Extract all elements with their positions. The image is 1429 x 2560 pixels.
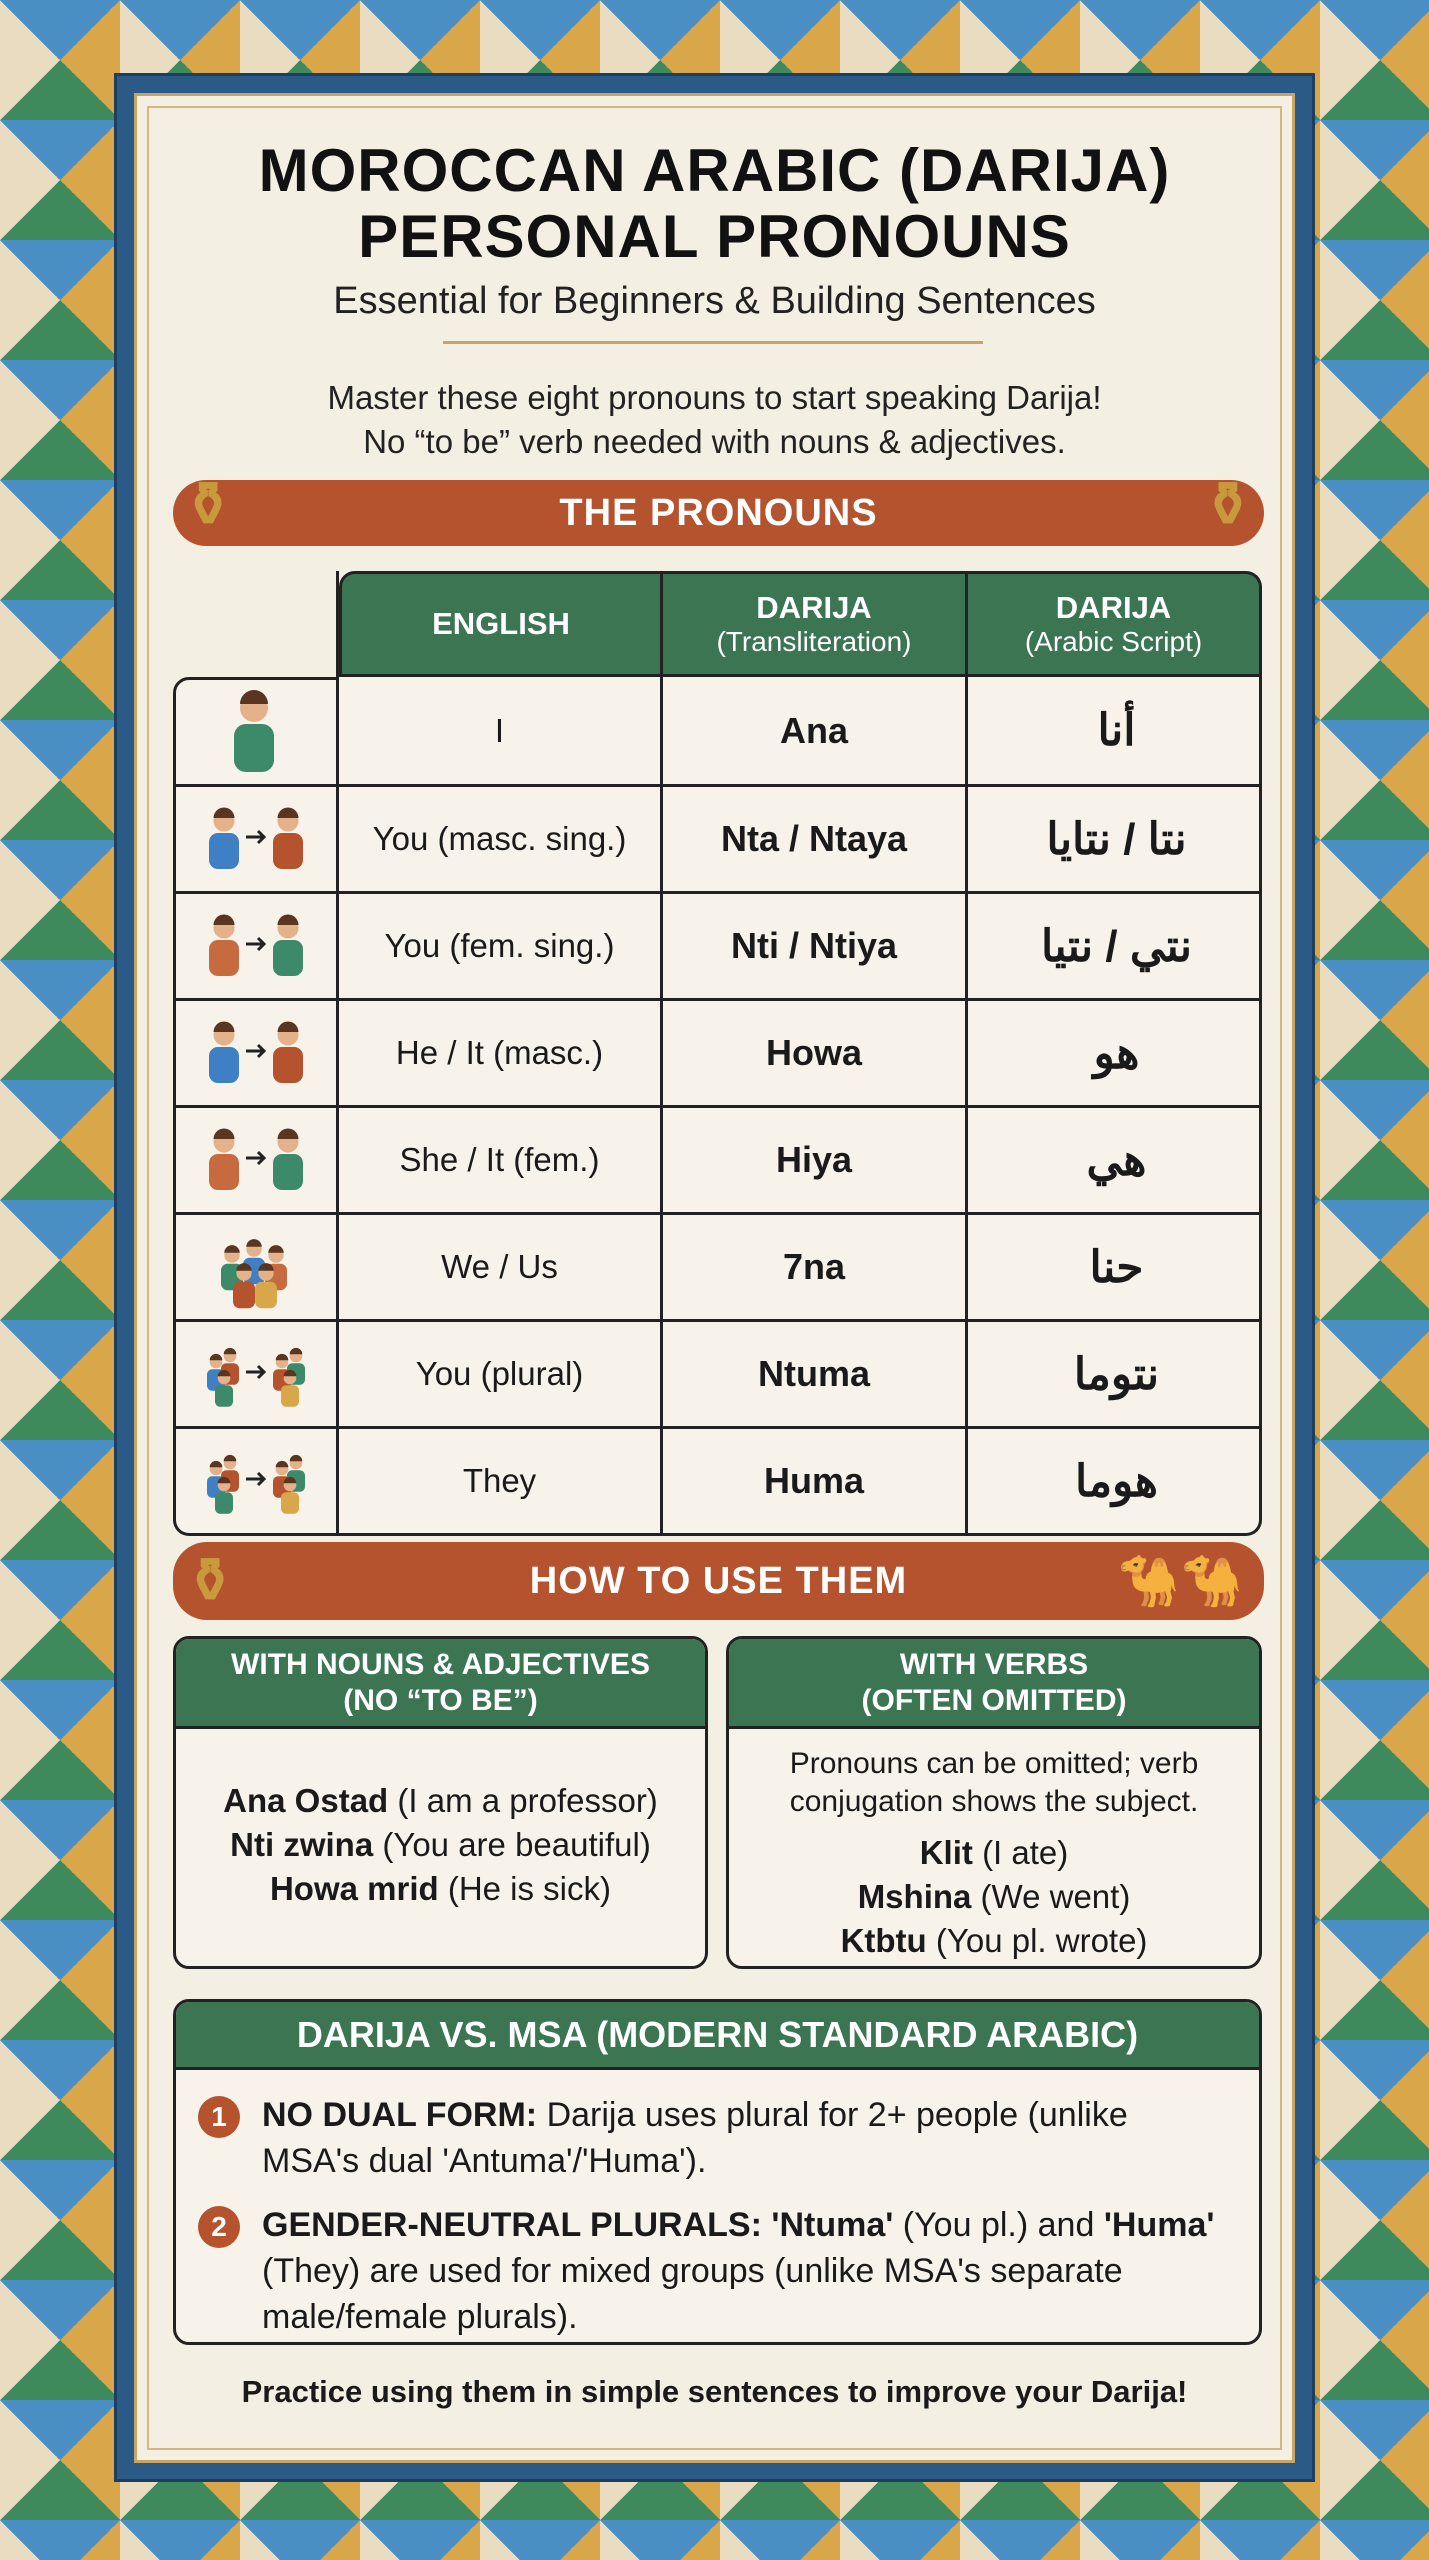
table-row xyxy=(173,677,1262,787)
msa-point-2: 2 GENDER-NEUTRAL PLURALS: 'Ntuma' (You pl.) and 'Huma' (They) are used for mixed groups (unlike MSA's separate male/female plurals). xyxy=(176,2202,1259,2340)
arabic-cell: هو xyxy=(968,1001,1262,1108)
pronouns-banner xyxy=(173,471,1264,546)
usage-banner-label: HOW TO USE THEM xyxy=(529,1560,908,1602)
group-to-group-icon xyxy=(173,1322,339,1429)
man-to-man-icon xyxy=(173,787,339,894)
title-line2: PERSONAL PRONOUNS xyxy=(358,203,1071,270)
transliteration-cell: Nta / Ntaya xyxy=(663,787,968,894)
arabic-cell: نتا / نتايا xyxy=(968,787,1262,894)
intro-line1: Master these eight pronouns to start speaking Darija! xyxy=(327,379,1102,416)
table-row xyxy=(173,1001,1262,1108)
poster-panel xyxy=(134,93,1295,2463)
intro xyxy=(137,376,1292,464)
arabic-cell: نتي / نتيا xyxy=(968,894,1262,1001)
transliteration-cell: Hiya xyxy=(663,1108,968,1215)
gold-divider xyxy=(443,341,983,344)
title-line1: MOROCCAN ARABIC (DARIJA) xyxy=(258,137,1171,204)
camel-icon: 🐪🐪 xyxy=(1117,1553,1244,1609)
english-cell: You (masc. sing.) xyxy=(339,787,663,894)
transliteration-cell: Ana xyxy=(663,677,968,787)
verbs-box: WITH VERBS (OFTEN OMITTED) Pronouns can be omitted; verb conjugation shows the subject. Klit (I ate) Mshina (We went) Ktbtu (You pl. wrote) xyxy=(726,1636,1262,1969)
usage-banner xyxy=(173,1542,1264,1620)
table-row xyxy=(173,1429,1262,1536)
nouns-box: WITH NOUNS & ADJECTIVES (NO “TO BE”) Ana Ostad (I am a professor) Nti zwina (You are beautiful) Howa mrid (He is sick) xyxy=(173,1636,708,1969)
teapot-icon: ⚱ xyxy=(183,471,235,538)
verbs-note: Pronouns can be omitted; verb conjugation shows the subject. xyxy=(789,1747,1199,1818)
transliteration-cell: Nti / Ntiya xyxy=(663,894,968,1001)
example-sentence: Ktbtu (You pl. wrote) xyxy=(840,1922,1148,1959)
teapot-icon: ⚱ xyxy=(185,1547,237,1614)
person-pointing-self-icon xyxy=(173,677,339,787)
arabic-cell: هي xyxy=(968,1108,1262,1215)
msa-title: DARIJA VS. MSA (MODERN STANDARD ARABIC) xyxy=(176,2002,1259,2070)
group-icon xyxy=(173,1215,339,1322)
pointing-at-woman-icon xyxy=(173,1108,339,1215)
header-english: ENGLISH xyxy=(339,571,663,677)
arabic-cell: هوما xyxy=(968,1429,1262,1536)
subtitle: Essential for Beginners & Building Sentences xyxy=(333,280,1096,322)
english-cell: He / It (masc.) xyxy=(339,1001,663,1108)
arabic-cell: حنا xyxy=(968,1215,1262,1322)
header-arabic: DARIJA (Arabic Script) xyxy=(968,571,1262,677)
english-cell: She / It (fem.) xyxy=(339,1108,663,1215)
pronoun-table xyxy=(173,571,1262,1536)
table-row xyxy=(173,1108,1262,1215)
pronouns-banner-label: THE PRONOUNS xyxy=(559,492,878,534)
msa-box xyxy=(173,1999,1262,2345)
english-cell: They xyxy=(339,1429,663,1536)
transliteration-cell: Ntuma xyxy=(663,1322,968,1429)
footer-tip: Practice using them in simple sentences to improve your Darija! xyxy=(241,2374,1188,2409)
pointing-at-man-icon xyxy=(173,1001,339,1108)
english-cell: We / Us xyxy=(339,1215,663,1322)
table-row xyxy=(173,1215,1262,1322)
example-sentence: Nti zwina (You are beautiful) xyxy=(230,1826,651,1863)
groups-icon xyxy=(173,1429,339,1536)
intro-line2: No “to be” verb needed with nouns & adjectives. xyxy=(363,423,1066,460)
arabic-cell: نتوما xyxy=(968,1322,1262,1429)
table-row xyxy=(173,787,1262,894)
transliteration-cell: Huma xyxy=(663,1429,968,1536)
english-cell: I xyxy=(339,677,663,787)
arabic-cell: أنا xyxy=(968,677,1262,787)
english-cell: You (plural) xyxy=(339,1322,663,1429)
header-transliteration: DARIJA (Transliteration) xyxy=(663,571,968,677)
teapot-icon: ⚱ xyxy=(1202,471,1254,538)
transliteration-cell: Howa xyxy=(663,1001,968,1108)
english-cell: You (fem. sing.) xyxy=(339,894,663,1001)
woman-to-woman-icon xyxy=(173,894,339,1001)
table-row xyxy=(173,1322,1262,1429)
msa-point-1: 1 NO DUAL FORM: Darija uses plural for 2+ people (unlike MSA's dual 'Antuma'/'Huma'). xyxy=(176,2092,1259,2184)
transliteration-cell: 7na xyxy=(663,1215,968,1322)
table-row xyxy=(173,894,1262,1001)
example-sentence: Klit (I ate) xyxy=(919,1834,1069,1871)
example-sentence: Mshina (We went) xyxy=(857,1878,1131,1915)
example-sentence: Ana Ostad (I am a professor) xyxy=(223,1782,658,1819)
example-sentence: Howa mrid (He is sick) xyxy=(269,1870,612,1907)
